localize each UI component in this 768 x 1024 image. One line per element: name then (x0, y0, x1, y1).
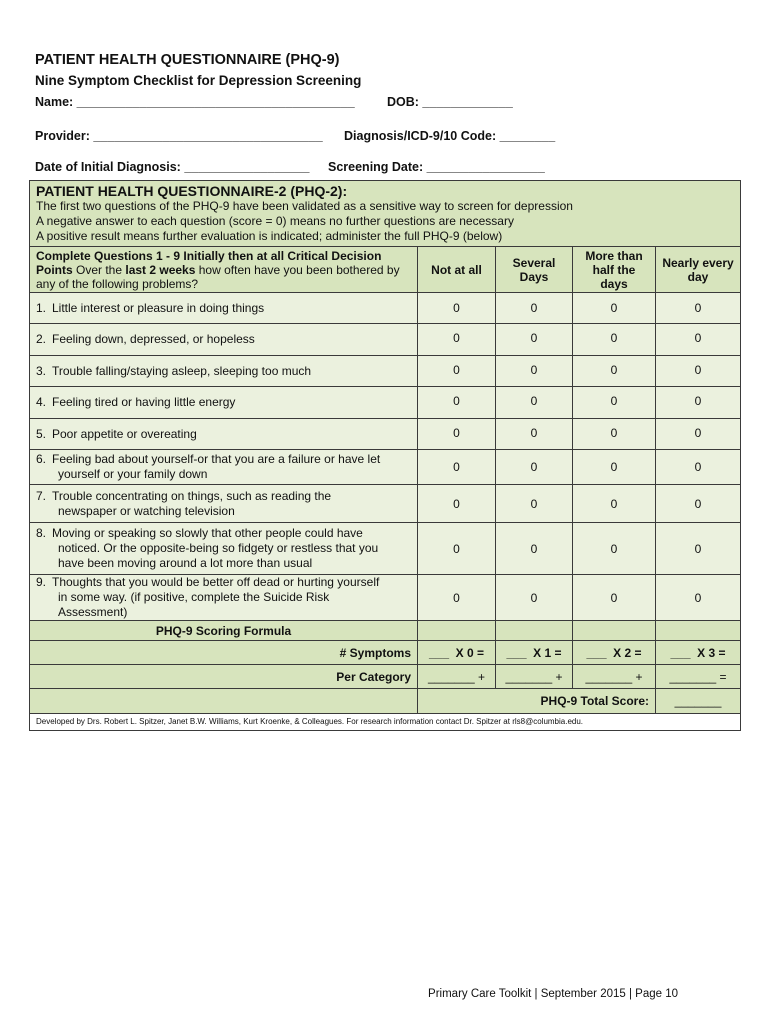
question-line: Feeling down, depressed, or hopeless (52, 332, 255, 346)
question-row (30, 419, 741, 450)
question-text (30, 523, 418, 575)
score-more-than-half[interactable]: 0 (573, 575, 656, 621)
score-more-than-half[interactable]: 0 (573, 523, 656, 575)
score-more-than-half[interactable]: 0 (573, 387, 656, 419)
per-category-several-days[interactable]: _______ + (496, 665, 573, 689)
score-more-than-half[interactable]: 0 (573, 293, 656, 324)
question-line: Moving or speaking so slowly that other people could have (52, 526, 363, 540)
credit-text: Developed by Drs. Robert L. Spitzer, Janet B.W. Williams, Kurt Kroenke, & Colleagues. For research information contact Dr. Spitzer at rls8@columbia.edu. (30, 714, 741, 731)
question-number: 6. (36, 452, 47, 466)
phq2-line: The first two questions of the PHQ-9 have been validated as a sensitive way to screen for depression (36, 199, 573, 213)
score-not-at-all[interactable]: 0 (418, 387, 496, 419)
instructions-bold: Complete Questions 1 - 9 Initially then at all Critical Decision Points (36, 248, 382, 277)
score-not-at-all[interactable]: 0 (418, 485, 496, 523)
score-not-at-all[interactable]: 0 (418, 523, 496, 575)
question-row (30, 485, 741, 523)
question-number: 4. (36, 395, 47, 409)
column-header-several-days: Several Days (496, 247, 573, 293)
page-footer: Primary Care Toolkit | September 2015 | Page 10 (428, 988, 678, 1000)
score-more-than-half[interactable]: 0 (573, 356, 656, 387)
score-not-at-all[interactable]: 0 (418, 293, 496, 324)
question-number: 2. (36, 332, 47, 346)
per-category-nearly-every-day[interactable]: _______ = (656, 665, 741, 689)
empty-cell (496, 621, 573, 641)
dob-field[interactable]: DOB: _____________ (387, 95, 513, 109)
question-text (30, 387, 418, 419)
score-nearly-every-day[interactable]: 0 (656, 419, 741, 450)
empty-cell (656, 621, 741, 641)
score-not-at-all[interactable]: 0 (418, 575, 496, 621)
scoring-formula-row (30, 621, 741, 641)
phq2-line: A negative answer to each question (score = 0) means no further questions are necessary (36, 214, 514, 228)
symptoms-row (30, 641, 741, 665)
question-number: 3. (36, 363, 47, 378)
score-nearly-every-day[interactable]: 0 (656, 523, 741, 575)
question-line: Feeling bad about yourself-or that you are a failure or have let (52, 452, 381, 466)
question-line: Thoughts that you would be better off dead or hurting yourself (52, 575, 380, 589)
symptoms-x3[interactable]: ___ X 3 = (656, 641, 741, 665)
diagnosis-code-field[interactable]: Diagnosis/ICD-9/10 Code: ________ (344, 129, 556, 143)
symptoms-x1[interactable]: ___ X 1 = (496, 641, 573, 665)
score-nearly-every-day[interactable]: 0 (656, 575, 741, 621)
instructions-text: Over the (72, 262, 126, 277)
question-line: yourself or your family down (58, 467, 208, 481)
score-not-at-all[interactable]: 0 (418, 419, 496, 450)
instructions-text-2: how often have you been bothered by any of the following problems? (36, 262, 400, 291)
column-header-nearly-every-day: Nearly every day (656, 247, 741, 293)
score-more-than-half[interactable]: 0 (573, 324, 656, 356)
phq2-title: PATIENT HEALTH QUESTIONNAIRE-2 (PHQ-2): (36, 183, 348, 199)
score-nearly-every-day[interactable]: 0 (656, 387, 741, 419)
initial-diagnosis-field[interactable]: Date of Initial Diagnosis: __________________ (35, 160, 310, 174)
question-number: 8. (36, 526, 47, 540)
form-title: PATIENT HEALTH QUESTIONNAIRE (PHQ-9) (35, 52, 340, 68)
question-line: Trouble concentrating on things, such as reading the (52, 488, 332, 503)
question-line: noticed. Or the opposite-being so fidgety or restless that you (58, 541, 379, 555)
question-row (30, 293, 741, 324)
question-row (30, 387, 741, 419)
instructions-period: last 2 weeks (125, 262, 196, 277)
question-row (30, 523, 741, 575)
question-line: newspaper or watching television (58, 503, 235, 518)
question-text (30, 324, 418, 356)
instructions-cell (30, 247, 418, 293)
question-text (30, 419, 418, 450)
total-score-label: PHQ-9 Total Score: (418, 689, 656, 714)
score-several-days[interactable]: 0 (496, 450, 573, 485)
score-several-days[interactable]: 0 (496, 575, 573, 621)
credit-row (30, 714, 741, 731)
empty-cell (573, 621, 656, 641)
question-line: have been moving around a lot more than usual (58, 556, 313, 570)
question-row (30, 575, 741, 621)
per-category-more-than-half[interactable]: _______ + (573, 665, 656, 689)
form-subtitle: Nine Symptom Checklist for Depression Screening (35, 73, 362, 88)
scoring-formula-label: PHQ-9 Scoring Formula (30, 621, 418, 641)
question-text (30, 575, 418, 621)
phq2-section (30, 181, 741, 247)
name-field[interactable]: Name: ________________________________________ (35, 95, 355, 109)
question-number: 1. (36, 300, 47, 315)
per-category-label: Per Category (30, 665, 418, 689)
total-score-row (30, 689, 741, 714)
score-more-than-half[interactable]: 0 (573, 419, 656, 450)
question-line: in some way. (if positive, complete the Suicide Risk (58, 590, 330, 604)
question-line: Feeling tired or having little energy (52, 395, 236, 409)
score-nearly-every-day[interactable]: 0 (656, 485, 741, 523)
per-category-not-at-all[interactable]: _______ + (418, 665, 496, 689)
score-not-at-all[interactable]: 0 (418, 356, 496, 387)
score-nearly-every-day[interactable]: 0 (656, 450, 741, 485)
score-nearly-every-day[interactable]: 0 (656, 293, 741, 324)
score-several-days[interactable]: 0 (496, 419, 573, 450)
score-not-at-all[interactable]: 0 (418, 324, 496, 356)
total-score-field[interactable]: _______ (656, 689, 741, 714)
score-several-days[interactable]: 0 (496, 387, 573, 419)
empty-cell (418, 621, 496, 641)
screening-date-field[interactable]: Screening Date: _________________ (328, 160, 545, 174)
score-several-days[interactable]: 0 (496, 356, 573, 387)
score-not-at-all[interactable]: 0 (418, 450, 496, 485)
empty-cell (30, 689, 418, 714)
question-line: Poor appetite or overeating (52, 426, 197, 441)
symptoms-label: # Symptoms (30, 641, 418, 665)
column-header-not-at-all: Not at all (418, 247, 496, 293)
question-row (30, 324, 741, 356)
question-row (30, 450, 741, 485)
question-number: 9. (36, 575, 47, 589)
score-several-days[interactable]: 0 (496, 324, 573, 356)
phq2-line: A positive result means further evaluation is indicated; administer the full PHQ-9 (below) (36, 229, 503, 243)
question-row (30, 356, 741, 387)
question-number: 5. (36, 426, 47, 441)
question-text (30, 485, 418, 523)
question-number: 7. (36, 488, 47, 503)
question-text (30, 450, 418, 485)
question-line: Little interest or pleasure in doing things (52, 300, 265, 315)
score-several-days[interactable]: 0 (496, 293, 573, 324)
score-several-days[interactable]: 0 (496, 523, 573, 575)
score-more-than-half[interactable]: 0 (573, 485, 656, 523)
symptoms-x0[interactable]: ___ X 0 = (418, 641, 496, 665)
score-nearly-every-day[interactable]: 0 (656, 356, 741, 387)
question-line: Trouble falling/staying asleep, sleeping too much (52, 363, 312, 378)
score-several-days[interactable]: 0 (496, 485, 573, 523)
phq9-table (29, 180, 741, 731)
question-text (30, 293, 418, 324)
question-text (30, 356, 418, 387)
provider-field[interactable]: Provider: _________________________________ (35, 129, 323, 143)
per-category-row (30, 665, 741, 689)
symptoms-x2[interactable]: ___ X 2 = (573, 641, 656, 665)
score-more-than-half[interactable]: 0 (573, 450, 656, 485)
column-header-more-than-half: More than half the days (573, 247, 656, 293)
question-line: Assessment) (58, 605, 128, 619)
score-nearly-every-day[interactable]: 0 (656, 324, 741, 356)
